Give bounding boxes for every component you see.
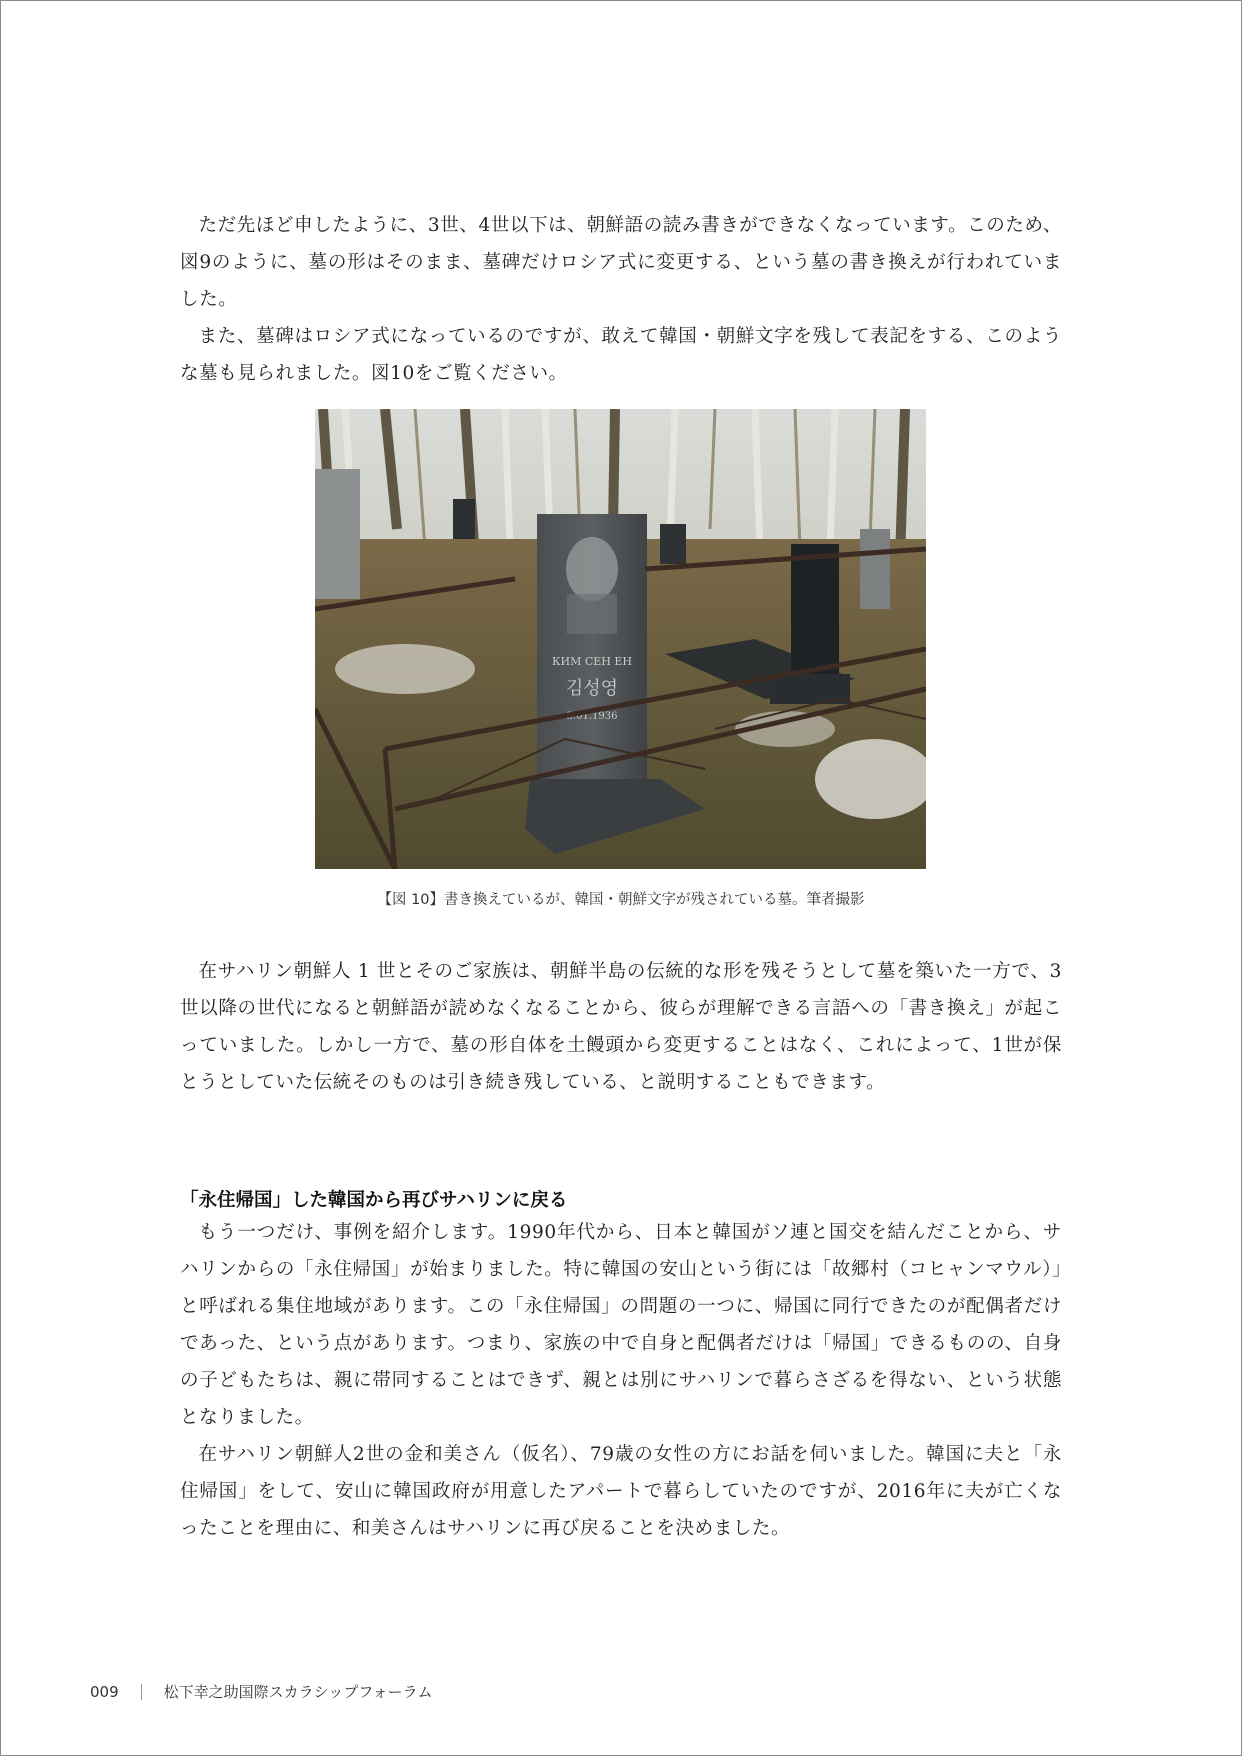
publication-title: 松下幸之助国際スカラシップフォーラム [163, 1683, 433, 1701]
paragraph: もう一つだけ、事例を紹介します。1990年代から、日本と韓国がソ連と国交を結んだことから、サハリンからの「永住帰国」が始まりました。特に韓国の安山という街には「故郷村（コヒャンマウル）」と呼ばれる集住地域があります。この「永住帰国」の問題の一つに、帰国に同行できたのが配偶者だけであった、という点があります。つまり、家族の中で自身と配偶者だけは「帰国」できるものの、自身の子どもたちは、親に帯同することはできず、親とは別にサハリンで暮らさざるを得ない、という状態となりました。 [180, 1222, 1062, 1428]
paragraph: ただ先ほど申したように、3世、4世以下は、朝鮮語の読み書きができなくなっています。このため、図9のように、墓の形はそのまま、墓碑だけロシア式に変更する、という墓の書き換えが行われていました。 [180, 215, 1062, 310]
section-heading: 「永住帰国」した韓国から再びサハリンに戻る [180, 1190, 568, 1211]
middle-text [180, 953, 1062, 1101]
figure-10-photo [315, 409, 926, 869]
tombstone-latin-text: КИМ СЕН ЕН [551, 655, 633, 668]
page-footer [90, 1681, 432, 1702]
tombstone-date-text: 3.01.1936 [566, 711, 618, 722]
paragraph: 在サハリン朝鮮人2世の金和美さん（仮名）、79歳の女性の方にお話を伺いました。韓国に夫と「永住帰国」をして、安山に韓国政府が用意したアパートで暮らしていたのですが、2016年に夫が亡くなったことを理由に、和美さんはサハリンに再び戻ることを決めました。 [180, 1444, 1062, 1539]
tombstone-korean-text: 김성영 [565, 678, 619, 699]
page-number: 009 [90, 1682, 119, 1701]
section [180, 1187, 1062, 1547]
paragraph: また、墓碑はロシア式になっているのですが、敢えて韓国・朝鮮文字を残して表記をする、このような墓も見られました。図10をご覧ください。 [180, 326, 1062, 384]
intro-text [180, 207, 1062, 392]
paragraph: 在サハリン朝鮮人 1 世とそのご家族は、朝鮮半島の伝統的な形を残そうとして墓を築いた一方で、3世以降の世代になると朝鮮語が読めなくなることから、彼らが理解できる言語への「書き換え」が起こっていました。しかし一方で、墓の形自体を土饅頭から変更することはなく、これによって、1世が保とうとしていた伝統そのものは引き続き残している、と説明することもできます。 [180, 961, 1062, 1093]
footer-divider [141, 1684, 142, 1700]
figure-caption: 【図 10】書き換えているが、韓国・朝鮮文字が残されている墓。筆者撮影 [377, 892, 865, 908]
